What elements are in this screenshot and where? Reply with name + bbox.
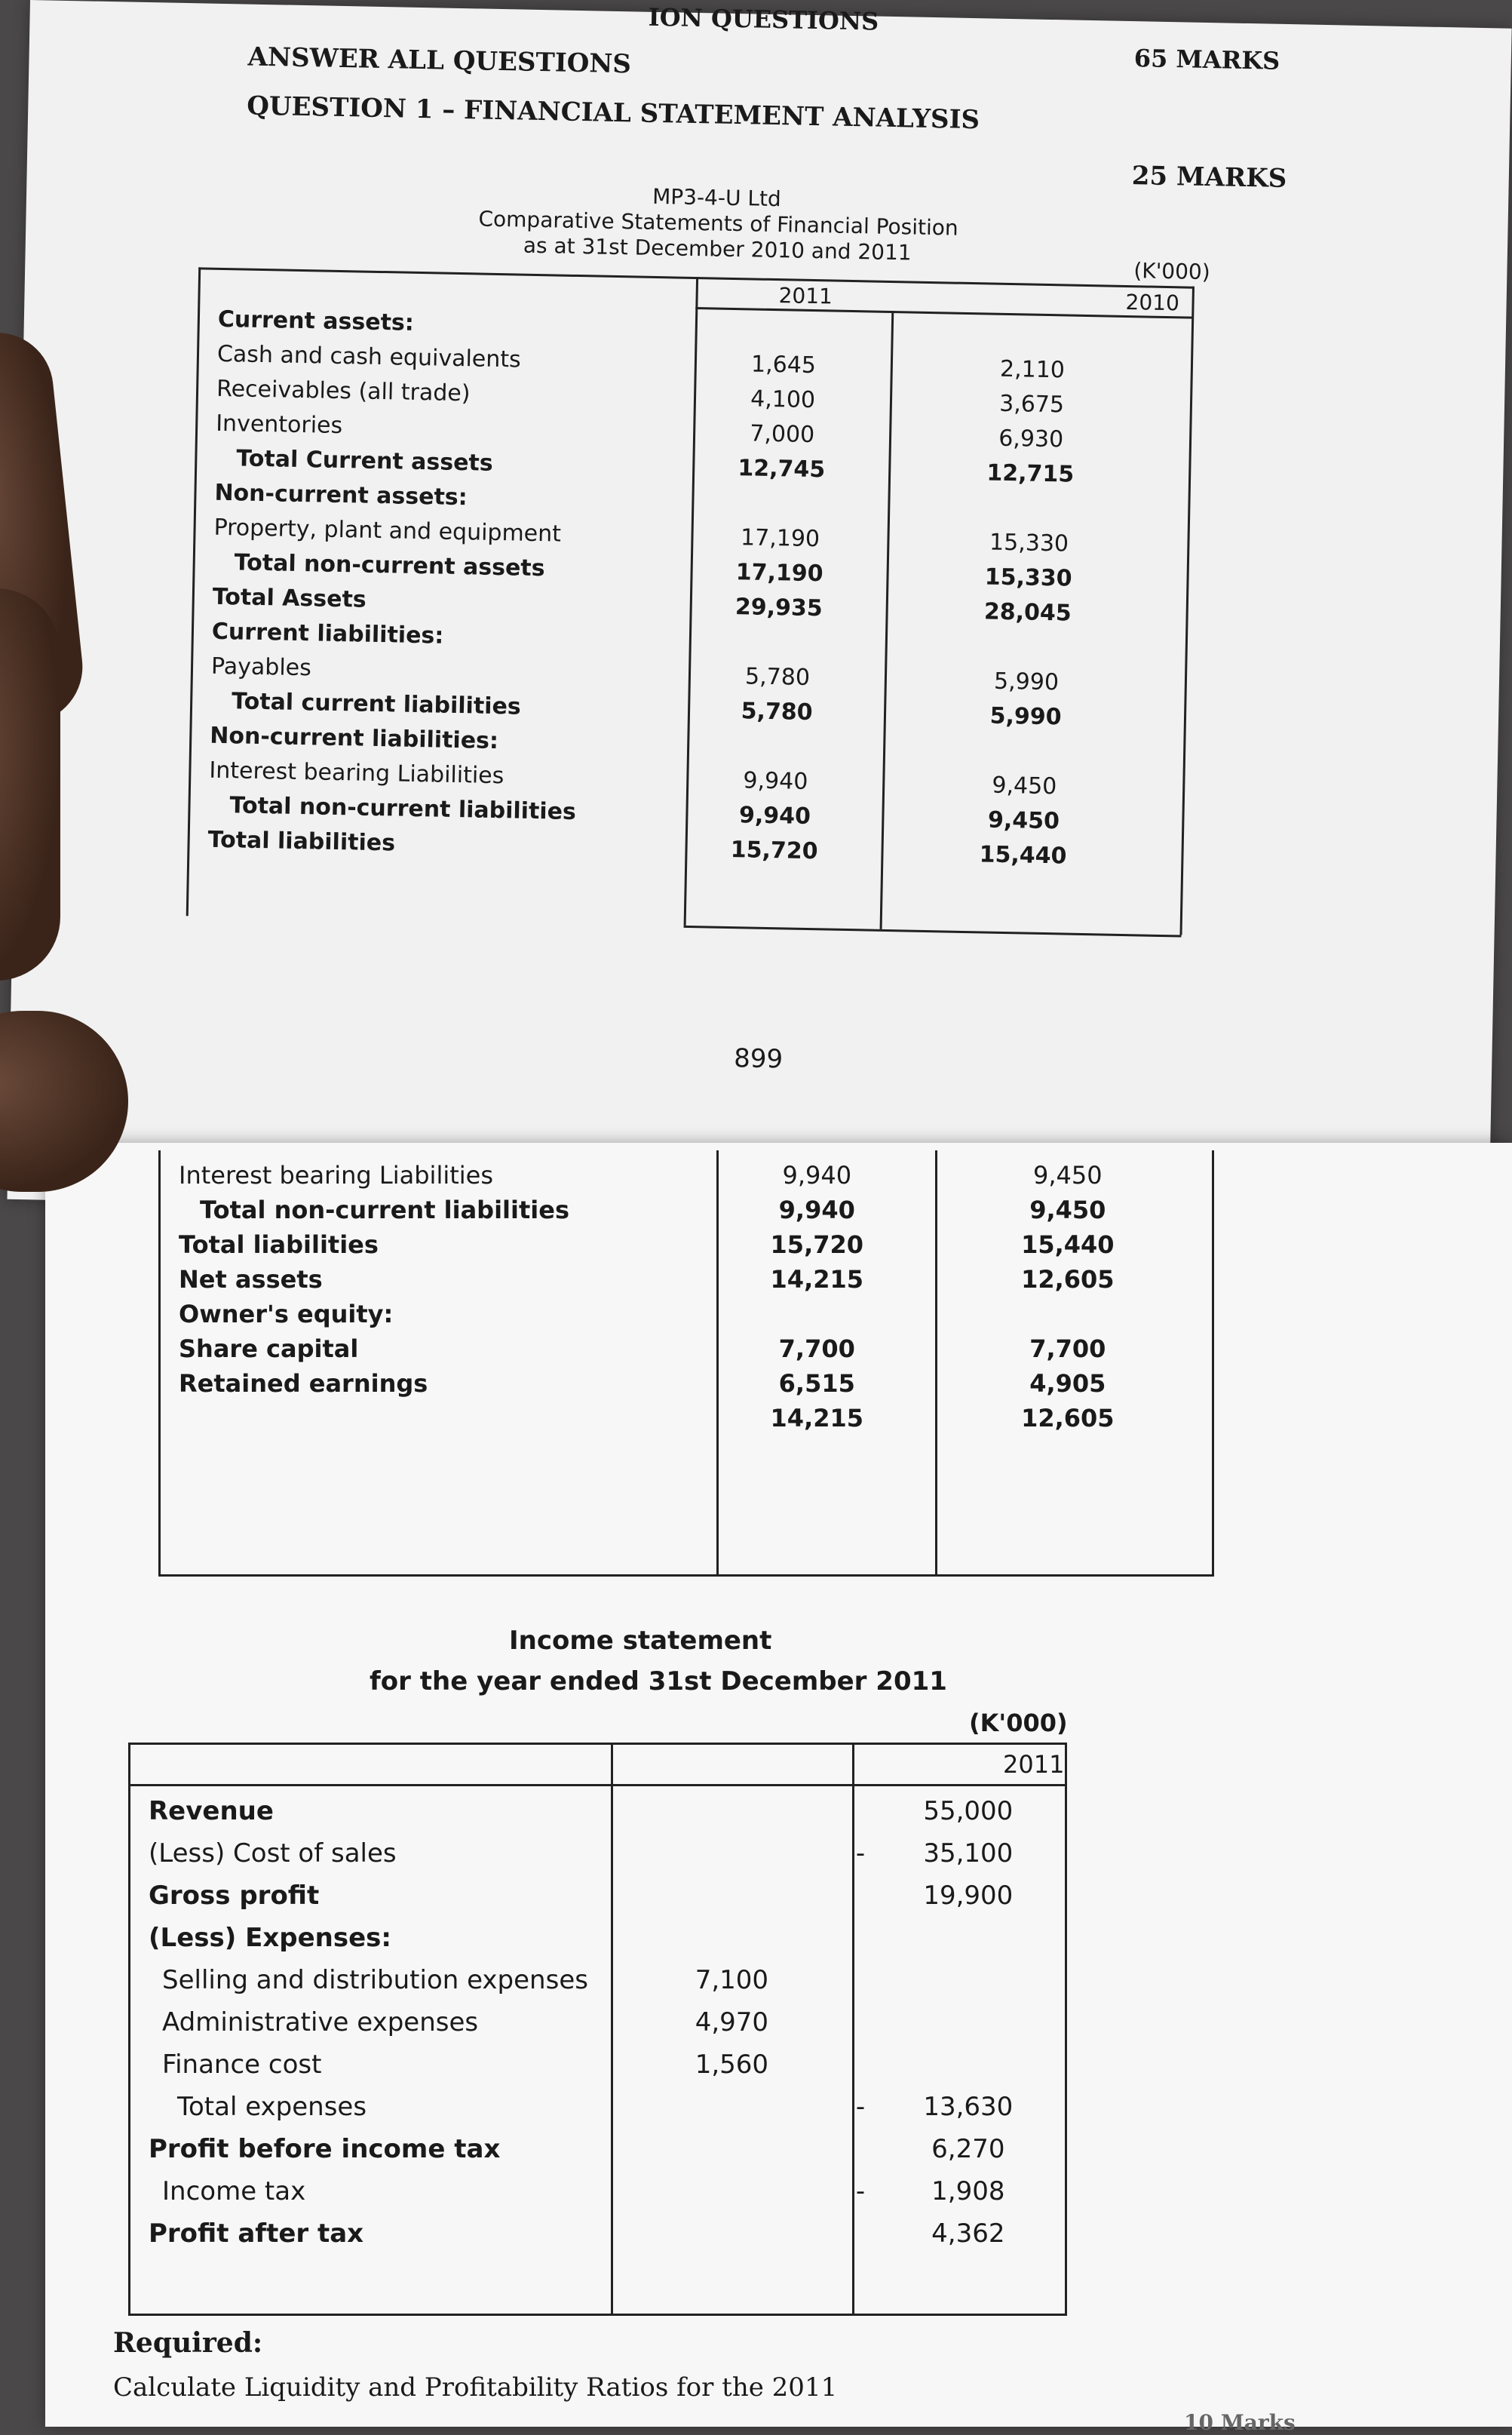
value-2011: 1,645	[750, 350, 817, 379]
value-2011: 15,720	[770, 1230, 864, 1259]
sofp-continued-rows	[170, 1158, 1207, 1436]
minus-sign	[844, 2001, 876, 2043]
value-2011: 13,630	[923, 2092, 1014, 2122]
company-name: MP3-4-U Ltd	[652, 183, 782, 212]
instruction: ANSWER ALL QUESTIONS	[247, 41, 632, 80]
value-2011	[877, 1959, 1060, 2001]
row-label: Non-current assets:	[214, 479, 468, 511]
expense-value	[619, 2212, 844, 2255]
expense-value	[619, 1875, 844, 1917]
minus-sign: -	[855, 1838, 866, 1868]
table-row	[140, 1875, 1060, 1917]
value-2011: 7,000	[749, 419, 815, 448]
value-2010: 15,440	[979, 840, 1067, 870]
value-2011: 12,745	[738, 454, 826, 483]
value-2010	[876, 731, 1174, 772]
section-marks: 65 MARKS	[1133, 44, 1280, 75]
value-2011: 4,100	[750, 385, 816, 413]
row-label: Gross profit	[149, 1881, 320, 1911]
table-row	[140, 1917, 1060, 1959]
sofp-subtitle: as at 31st December 2010 and 2011	[523, 232, 912, 266]
row-label: Current liabilities:	[211, 618, 444, 649]
value-2010: 5,990	[993, 668, 1060, 695]
row-label: Total non-current liabilities	[229, 791, 577, 825]
is-subtitle: for the year ended 31st December 2011	[370, 1666, 947, 1697]
value-2011: 4,362	[931, 2219, 1005, 2249]
row-label: Finance cost	[162, 2050, 322, 2080]
minus-sign: -	[855, 2176, 866, 2206]
table-row	[140, 1790, 1060, 1832]
row-label: Administrative expenses	[162, 2007, 479, 2037]
table-row	[170, 1401, 1207, 1436]
sofp-title: Comparative Statements of Financial Position	[478, 206, 959, 241]
row-label: Share capital	[179, 1334, 359, 1363]
minus-sign	[844, 1790, 876, 1832]
minus-sign	[844, 1959, 876, 2001]
value-2011: 5,780	[741, 697, 813, 726]
required-text: Calculate Liquidity and Profitability Ratios for the 2011	[113, 2372, 838, 2403]
expense-value	[619, 1790, 844, 1832]
value-2010: 4,905	[1029, 1369, 1106, 1398]
row-label: Selling and distribution expenses	[162, 1965, 588, 1995]
value-2010: 12,715	[986, 459, 1075, 488]
value-2011: 55,000	[923, 1796, 1014, 1826]
table-row	[140, 2043, 1060, 2086]
is-col-2011: 2011	[1003, 1750, 1065, 1779]
table-row	[140, 1959, 1060, 2001]
value-2011: 14,215	[770, 1265, 864, 1294]
row-label: (Less) Cost of sales	[149, 1838, 397, 1868]
value-2010: 12,605	[1021, 1404, 1115, 1432]
value-2011: 19,900	[923, 1881, 1014, 1911]
row-label: Total expenses	[177, 2092, 367, 2122]
minus-sign	[844, 1875, 876, 1917]
col-2010: 2010	[1125, 289, 1180, 316]
table-row	[170, 1227, 1207, 1262]
is-rows	[140, 1790, 1060, 2255]
table-row	[140, 2170, 1060, 2212]
minus-sign	[844, 2212, 876, 2255]
sofp-unit: (K'000)	[1133, 258, 1211, 285]
row-label: Property, plant and equipment	[213, 514, 562, 548]
row-label: Total Current assets	[236, 444, 494, 477]
expense-value	[619, 2128, 844, 2170]
value-2010	[879, 627, 1176, 668]
page-number: 899	[733, 1043, 784, 1075]
table-row	[170, 1262, 1207, 1297]
expense-value: 7,100	[695, 1965, 769, 1995]
expense-value: 4,970	[695, 2007, 769, 2037]
value-2011: 6,515	[778, 1369, 855, 1398]
value-2011: 1,908	[931, 2176, 1005, 2206]
row-label: Inventories	[215, 410, 343, 439]
marks-cut: 10 Marks	[1184, 2410, 1296, 2435]
value-2010	[885, 315, 1182, 355]
value-2011: 9,940	[778, 1196, 855, 1224]
value-2010: 9,450	[1029, 1196, 1106, 1224]
table-row	[170, 1193, 1207, 1227]
value-2011	[877, 1917, 1060, 1959]
value-2010: 15,330	[989, 529, 1069, 557]
table-row	[140, 2128, 1060, 2170]
minus-sign: -	[855, 2092, 866, 2122]
row-label: (Less) Expenses:	[149, 1923, 392, 1953]
value-2011: 9,940	[743, 766, 808, 795]
cut-header: ION QUESTIONS	[648, 2, 879, 36]
row-label	[170, 1401, 705, 1436]
value-2010: 3,675	[998, 390, 1065, 418]
row-label: Total liabilities	[207, 826, 396, 856]
expense-value	[619, 2086, 844, 2128]
value-2011: 9,940	[782, 1161, 852, 1190]
value-2010: 9,450	[992, 772, 1057, 800]
value-2011: 9,940	[738, 801, 811, 830]
table-row	[140, 1832, 1060, 1875]
row-label: Revenue	[149, 1796, 274, 1826]
value-2011: 15,720	[730, 836, 818, 864]
required-label: Required:	[113, 2327, 263, 2359]
row-label: Receivables (all trade)	[216, 375, 471, 407]
value-2010: 5,990	[989, 702, 1062, 730]
value-2010: 9,450	[987, 806, 1060, 834]
row-label: Income tax	[162, 2176, 306, 2206]
is-title: Income statement	[509, 1626, 772, 1656]
value-2010	[929, 1297, 1207, 1331]
table-row	[140, 2086, 1060, 2128]
value-2011: 7,700	[778, 1334, 855, 1363]
expense-value	[619, 1832, 844, 1875]
sofp-rows	[198, 302, 1182, 876]
table-row	[170, 1366, 1207, 1401]
row-label: Total non-current liabilities	[200, 1196, 569, 1224]
question-marks: 25 MARKS	[1131, 161, 1287, 195]
value-2011: 14,215	[770, 1404, 864, 1432]
value-2011: 17,190	[740, 524, 820, 552]
question-title: QUESTION 1 – FINANCIAL STATEMENT ANALYSIS	[246, 91, 980, 136]
row-label: Total current liabilities	[231, 687, 522, 720]
expense-value	[619, 2170, 844, 2212]
minus-sign	[844, 2128, 876, 2170]
row-label: Total Assets	[212, 583, 367, 613]
value-2011	[877, 2001, 1060, 2043]
col-2011: 2011	[778, 283, 833, 309]
table-row	[170, 1158, 1207, 1193]
minus-sign	[844, 1917, 876, 1959]
row-label: Interest bearing Liabilities	[179, 1161, 494, 1190]
value-2011	[676, 727, 877, 766]
table-row	[140, 2212, 1060, 2255]
value-2010: 9,450	[1033, 1161, 1103, 1190]
value-2011	[705, 1297, 929, 1331]
row-label: Retained earnings	[179, 1369, 428, 1398]
row-label: Non-current liabilities:	[209, 722, 499, 754]
exam-page-top	[7, 0, 1511, 1227]
value-2011: 29,935	[735, 593, 823, 622]
minus-sign	[844, 2043, 876, 2086]
value-2011: 35,100	[923, 1838, 1014, 1868]
value-2011	[683, 311, 885, 349]
value-2010	[881, 488, 1179, 529]
row-label: Profit before income tax	[149, 2134, 501, 2164]
value-2011	[877, 2043, 1060, 2086]
value-2010: 6,930	[998, 425, 1064, 453]
value-2011: 6,270	[931, 2134, 1005, 2164]
row-label: Total non-current assets	[234, 548, 545, 582]
value-2010: 15,330	[984, 563, 1072, 592]
row-label: Profit after tax	[149, 2219, 364, 2249]
value-2010: 15,440	[1021, 1230, 1115, 1259]
value-2011: 17,190	[735, 558, 823, 587]
row-label: Interest bearing Liabilities	[209, 757, 505, 789]
row-label: Owner's equity:	[179, 1300, 394, 1328]
value-2010: 2,110	[999, 355, 1066, 383]
value-2010: 12,605	[1021, 1265, 1115, 1294]
row-label: Net assets	[179, 1265, 323, 1294]
is-unit: (K'000)	[969, 1709, 1068, 1737]
row-label: Cash and cash equivalents	[216, 340, 522, 373]
expense-value	[619, 1917, 844, 1959]
table-row	[140, 2001, 1060, 2043]
expense-value: 1,560	[695, 2050, 769, 2080]
exam-page-bottom	[45, 1143, 1512, 2435]
row-label: Current assets:	[217, 306, 415, 336]
table-row	[170, 1331, 1207, 1366]
value-2010: 7,700	[1029, 1334, 1106, 1363]
row-label: Total liabilities	[179, 1230, 379, 1259]
value-2010: 28,045	[983, 597, 1072, 627]
row-label: Payables	[210, 653, 312, 681]
value-2011	[680, 484, 882, 523]
value-2011	[677, 623, 879, 662]
value-2011: 5,780	[744, 662, 811, 691]
table-row	[170, 1297, 1207, 1331]
finger-mid	[0, 588, 60, 981]
